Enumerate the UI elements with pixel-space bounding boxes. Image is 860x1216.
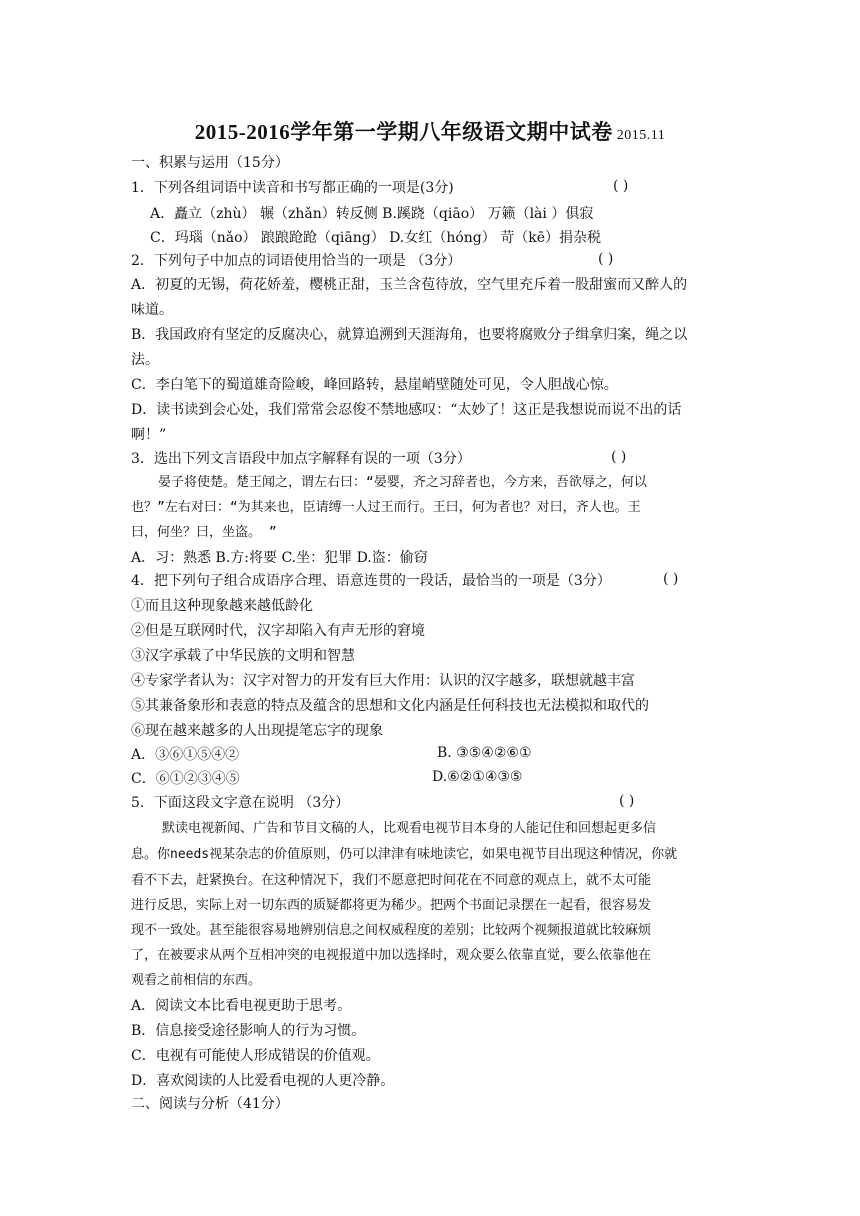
question-4-option-b: B. ③⑤④②⑥① — [437, 745, 532, 761]
question-2-option-a-line2: 味道。 — [131, 302, 173, 318]
question-3-stem: 3．选出下列文言语段中加点字解释有误的一项（3分） — [131, 451, 471, 467]
question-4-sentence-5: ⑤其兼备象形和表意的特点及蕴含的思想和文化内涵是任何科技也无法模拟和取代的 — [131, 698, 649, 714]
question-5-passage-line7: 观看之前相信的东西。 — [131, 973, 262, 988]
question-5-passage-line1: 默读电视新闻、广告和节目文稿的人，比观看电视节目本身的人能记住和回想起更多信 — [162, 821, 657, 836]
question-3-passage-line2: 也？”左右对曰：“为其来也，臣请缚一人过王而行。王曰，何为者也？对曰，齐人也。王 — [131, 500, 641, 515]
question-5-passage-line4: 进行反思，实际上对一切东西的质疑都将更为稀少。把两个书面记录摆在一起看，很容易发 — [131, 898, 652, 913]
question-2-option-d-line1: D．读书读到会心处，我们常常会忍俊不禁地感叹：“太妙了！这正是我想说而说不出的话 — [131, 402, 682, 418]
question-4-sentence-2: ②但是互联网时代，汉字却陷入有声无形的窘境 — [131, 623, 425, 639]
question-4-option-a: A．③⑥①⑤④② — [131, 747, 240, 763]
question-2-option-a-line1: A．初夏的无锡，荷花娇羞，樱桃正甜，玉兰含苞待放，空气里充斥着一股甜蜜而又醉人的 — [131, 277, 688, 293]
section-two-heading: 二、阅读与分析（41分） — [131, 1096, 289, 1112]
question-4-option-d: D.⑥②①④③⑤ — [432, 769, 523, 785]
question-1-answer-blank: ( ) — [613, 178, 629, 194]
question-3-passage-line1: 晏子将使楚。楚王闻之，谓左右曰：“晏婴，齐之习辞者也，今方来，吾欲辱之，何以 — [158, 475, 647, 490]
question-5-passage-line6: 了，在被要求从两个互相冲突的电视报道中加以选择时，观众要么依靠直觉，要么依靠他在 — [131, 948, 652, 963]
question-2-stem: 2．下列句子中加点的词语使用恰当的一项是 （3分） — [131, 253, 462, 269]
question-4-sentence-6: ⑥现在越来越多的人出现提笔忘字的现象 — [131, 723, 383, 739]
section-one-heading: 一、积累与运用（15分） — [131, 155, 289, 171]
question-3-options: A．习：熟悉 B.方:将要 C.坐：犯罪 D.盗：偷窃 — [131, 550, 428, 566]
question-2-option-b-line2: 法。 — [131, 352, 159, 368]
question-1-stem: 1．下列各组词语中读音和书写都正确的一项是(3分) — [131, 180, 454, 196]
question-5-passage-line3: 看不下去，赶紧换台。在这种情况下，我们不愿意把时间花在不同意的观点上，就不太可能 — [131, 873, 652, 888]
question-4-sentence-1: ①而且这种现象越来越低龄化 — [131, 598, 313, 614]
question-5-option-d: D．喜欢阅读的人比爱看电视的人更冷静。 — [131, 1073, 395, 1089]
question-5-answer-blank: ( ) — [619, 793, 635, 809]
question-5-option-b: B．信息接受途径影响人的行为习惯。 — [131, 1023, 366, 1039]
question-1-options-cd: C．玛瑙（nǎo） 踉踉跄跄（qiāng） D.女红（hóng） 苛（kē）捐杂税 — [150, 230, 601, 246]
question-1-options-ab: A．矗立（zhù） 辗（zhǎn）转反侧 B.蹊跷（qiāo） 万籁（lài ）俱寂 — [150, 206, 594, 222]
question-3-passage-line3: 曰，何坐？曰，坐盗。 ” — [131, 525, 277, 540]
question-5-stem: 5．下面这段文字意在说明 （3分） — [131, 795, 350, 811]
question-3-answer-blank: ( ) — [611, 449, 627, 465]
question-5-passage-line5: 现不一致处。甚至能很容易地辨别信息之间权威程度的差别；比较两个视频报道就比较麻烦 — [131, 923, 652, 938]
question-4-stem: 4．把下列句子组合成语序合理、语意连贯的一段话，最恰当的一项是（3分） — [131, 573, 611, 589]
question-2-option-c: C．李白笔下的蜀道雄奇险峻，峰回路转，悬崖峭壁随处可见，令人胆战心惊。 — [131, 377, 618, 393]
question-5-option-c: C．电视有可能使人形成错误的价值观。 — [131, 1048, 380, 1064]
question-4-option-c: C．⑥①②③④⑤ — [131, 771, 240, 787]
question-4-sentence-3: ③汉字承载了中华民族的文明和智慧 — [131, 648, 355, 664]
question-5-passage-line2: 息。你needs视某杂志的价值原则，仍可以津津有味地读它，如果电视节目出现这种情况，你就 — [131, 847, 678, 862]
exam-title — [0, 116, 860, 146]
question-4-sentence-4: ④专家学者认为：汉字对智力的开发有巨大作用：认识的汉字越多，联想就越丰富 — [131, 673, 635, 689]
question-5-option-a: A．阅读文本比看电视更助于思考。 — [131, 998, 352, 1014]
exam-title-main: 2015-2016学年第一学期八年级语文期中试卷 — [194, 120, 613, 144]
question-2-option-d-line2: 啊！” — [131, 427, 167, 443]
question-4-answer-blank: ( ) — [663, 571, 679, 587]
question-2-option-b-line1: B．我国政府有坚定的反腐决心，就算追溯到天涯海角，也要将腐败分子缉拿归案，绳之以 — [131, 327, 688, 343]
question-2-answer-blank: ( ) — [598, 251, 614, 267]
exam-date: 2015.11 — [616, 128, 666, 143]
